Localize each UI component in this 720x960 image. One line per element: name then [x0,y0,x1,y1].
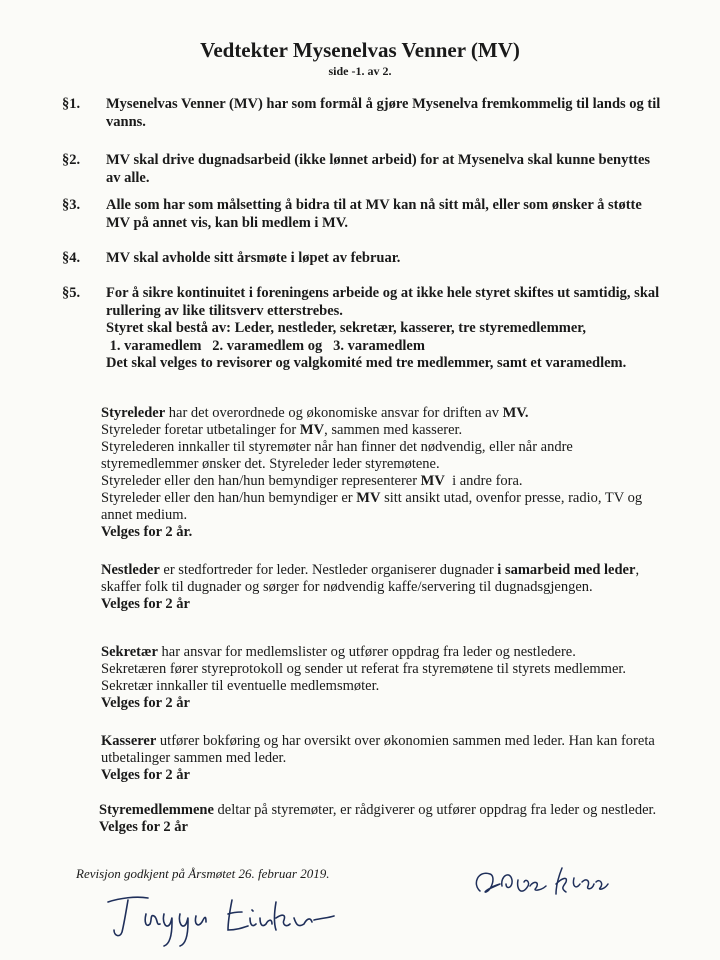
paragraph-line: Styret skal bestå av: Leder, nestleder, sekretær, kasserer, tre styremedlemmer, [106,320,587,336]
term-length: Velges for 2 år [101,596,190,612]
role-text: har det overordnede og økonomiske ansvar for driften av [165,405,503,421]
role-text: sitt ansikt utad, ovenfor presse, radio, TV og annet medium. [101,490,643,523]
role-text: , sammen med kasserer. [324,422,463,438]
paragraph-number: §3. [62,197,81,213]
role-term: Styremedlemmene [99,802,214,818]
term-length: Velges for 2 år [101,695,190,711]
role-text: Styreleder foretar utbetalinger for [101,422,300,438]
role-text: utfører bokføring og har oversikt over økonomien sammen med leder. Han kan foreta utbetalinger sammen med leder. [101,733,655,766]
role-text: er stedfortreder for leder. Nestleder organiserer dugnader [159,562,498,578]
paragraph-line: 1. varamedlem 2. varamedlem og 3. varamedlem [106,337,425,354]
role-term: Kasserer [101,733,157,749]
paragraph-text [106,285,666,373]
role-text: deltar på styremøter, er rådgiverer og utfører oppdrag fra leder og nestleder. [213,802,657,818]
term-length: Velges for 2 år. [101,524,193,540]
paragraph-text: MV skal avholde sitt årsmøte i løpet av februar. [106,250,401,266]
paragraph-number: §2. [62,152,81,168]
role-text: Sekretæren fører styreprotokoll og sender ut referat fra styremøtene til styrets medlemmer. Sekretær innkaller til eventuelle medlemsmøter. [101,661,627,694]
role-kasserer [101,733,661,784]
paragraph-text: Mysenelvas Venner (MV) har som formål å gjøre Mysenelva fremkommelig til lands og til vanns. [106,96,661,130]
paragraph-line: Det skal velges to revisorer og valgkomité med tre medlemmer, samt et varamedlem. [106,355,627,371]
role-text-bold: i samarbeid med leder [497,562,636,578]
term-length: Velges for 2 år [101,767,190,783]
role-term: Nestleder [101,562,160,578]
role-text: Styreleder eller den han/hun bemyndiger er [101,490,357,506]
role-text: i andre fora. [444,473,523,489]
role-text: har ansvar for medlemslister og utfører oppdrag fra leder og nestledere. [157,644,576,660]
term-length: Velges for 2 år [99,819,188,835]
paragraph-text: MV skal drive dugnadsarbeid (ikke lønnet arbeid) for at Mysenelva skal kunne benyttes av alle. [106,152,651,186]
revision-note: Revisjon godkjent på Årsmøtet 26. februar 2019. [76,866,330,881]
paragraph-number: §1. [62,96,81,112]
paragraph-number: §4. [62,250,81,266]
signature-1 [470,856,620,906]
role-text-bold: MV [356,490,381,506]
role-styreleder [101,405,661,541]
role-text-bold: MV [420,473,445,489]
role-term: Sekretær [101,644,158,660]
role-text-bold: MV. [502,405,529,421]
signature-2 [100,888,340,952]
role-term: Styreleder [101,405,166,421]
role-text: Styrelederen innkaller til styremøter når han finner det nødvendig, eller når andre styremedlemmer ønsker det. Styreleder leder styremøtene. [101,439,573,472]
role-nestleder [101,562,661,613]
role-styremedlemmene [99,802,659,836]
paragraph-text: Alle som har som målsetting å bidra til at MV kan nå sitt mål, eller som ønsker å støtte MV på annet vis, kan bli medlem i MV. [106,197,642,231]
paragraph-number: §5. [62,285,81,301]
page-title: Vedtekter Mysenelvas Venner (MV) [200,38,520,62]
role-text-bold: MV [299,422,325,438]
role-sekretaer [101,644,661,712]
role-text: Styreleder eller den han/hun bemyndiger representerer [101,473,421,489]
paragraph-line: For å sikre kontinuitet i foreningens arbeide og at ikke hele styret skiftes ut samtidig, skal rullering av like tilitsverv etterstrebes. [106,285,660,319]
page-number: side -1. av 2. [328,64,392,78]
role-text: , skaffer folk til dugnader og sørger for nødvendig kaffe/servering til dugnadsgjengen. [101,562,640,595]
